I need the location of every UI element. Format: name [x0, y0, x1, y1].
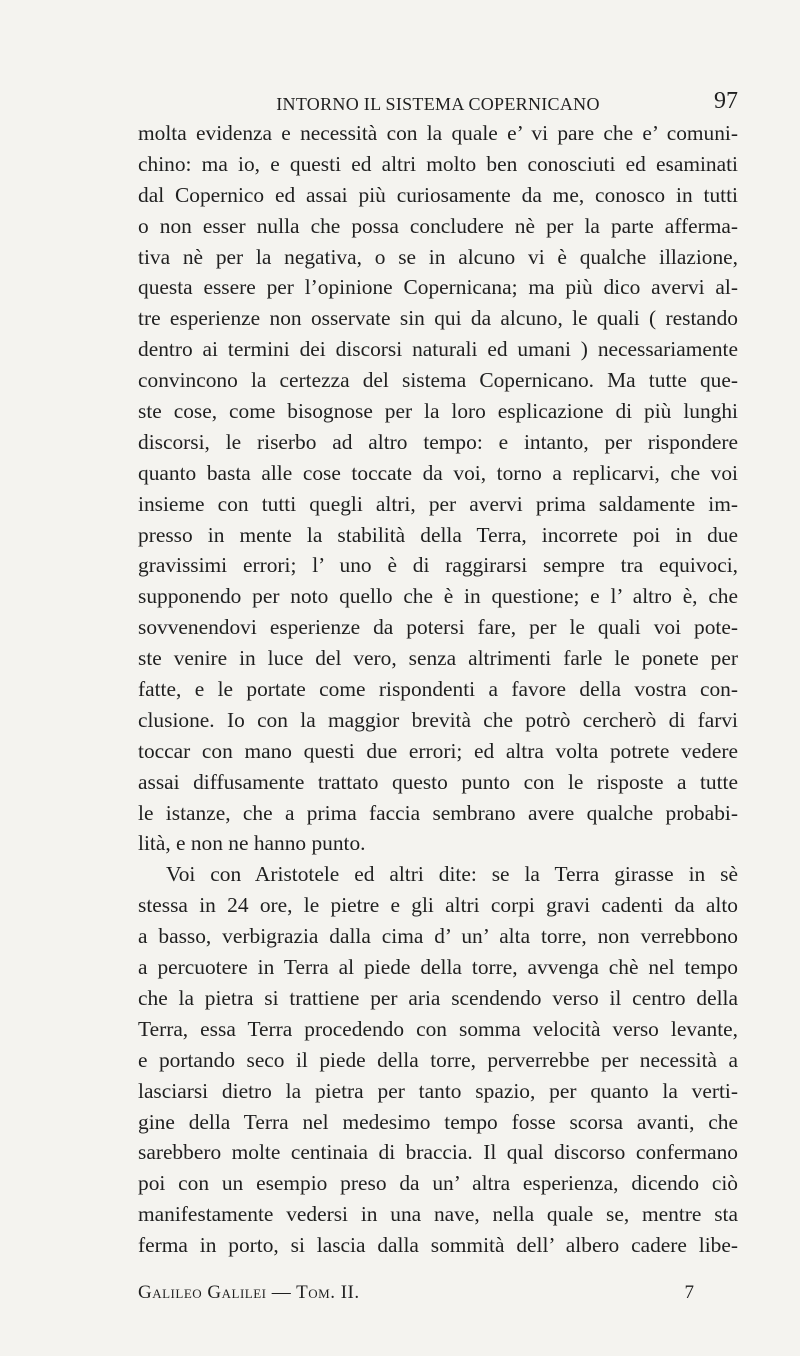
text-line: lasciarsi dietro la pietra per tanto spazio, per quanto la verti-	[138, 1078, 738, 1103]
text-line: dal Copernico ed assai più curiosamente da me, conosco in tutti	[138, 182, 738, 207]
running-title: INTORNO IL SISTEMA COPERNICANO	[276, 94, 600, 114]
text-line: poi con un esempio preso da un’ altra esperienza, dicendo ciò	[138, 1171, 738, 1196]
text-line: le istanze, che a prima faccia sembrano avere qualche probabi-	[138, 800, 738, 825]
text-line: e portando seco il piede della torre, perverrebbe per necessità a	[138, 1047, 738, 1072]
text-line: gravissimi errori; l’ uno è di raggirarsi sempre tra equivoci,	[138, 553, 738, 578]
text-line: sovvenendovi esperienze da potersi fare, per le quali voi pote-	[138, 615, 738, 640]
text-line: Voi con Aristotele ed altri dite: se la Terra girasse in sè	[166, 862, 738, 887]
text-line: lità, e non ne hanno punto.	[138, 831, 366, 856]
text-line: dentro ai termini dei discorsi naturali ed umani ) necessariamente	[138, 337, 738, 362]
text-line: a basso, verbigrazia dalla cima d’ un’ alta torre, non verrebbono	[138, 924, 738, 949]
text-line: fatte, e le portate come rispondenti a favore della vostra con-	[138, 677, 738, 702]
text-line: tre esperienze non osservate sin qui da alcuno, le quali ( restando	[138, 306, 738, 331]
text-line: che la pietra si trattiene per aria scendendo verso il centro della	[138, 985, 738, 1010]
text-line: ste cose, come bisognose per la loro esplicazione di più lunghi	[138, 399, 738, 424]
text-line: insieme con tutti quegli altri, per avervi prima saldamente im-	[138, 491, 738, 516]
text-line: clusione. Io con la maggior brevità che potrò cercherò di farvi	[138, 707, 738, 732]
text-line: sarebbero molte centinaia di braccia. Il qual discorso confermano	[138, 1140, 738, 1165]
text-line: molta evidenza e necessità con la quale e’ vi pare che e’ comuni-	[138, 121, 738, 145]
text-line: ste venire in luce del vero, senza altrimenti farle le ponete per	[138, 646, 738, 671]
text-line: tiva nè per la negativa, o se in alcuno vi è qualche illazione,	[138, 244, 738, 269]
page-number: 97	[714, 88, 738, 114]
text-line: convincono la certezza del sistema Copernicano. Ma tutte que-	[138, 368, 738, 393]
text-line: toccar con mano questi due errori; ed altra volta potrete vedere	[138, 738, 738, 763]
body-text	[138, 118, 738, 1261]
text-line: presso in mente la stabilità della Terra, incorrete poi in due	[138, 522, 738, 547]
footer-title: Galileo Galilei — Tom. II.	[138, 1282, 360, 1303]
text-line: supponendo per noto quello che è in questione; e l’ altro è, che	[138, 584, 738, 609]
text-line: manifestamente vedersi in una nave, nella quale se, mentre sta	[138, 1202, 738, 1227]
text-line: questa essere per l’opinione Copernicana; ma più dico avervi al-	[138, 275, 738, 300]
text-line: a percuotere in Terra al piede della torre, avvenga chè nel tempo	[138, 955, 738, 980]
text-line: stessa in 24 ore, le pietre e gli altri corpi gravi cadenti da alto	[138, 893, 738, 918]
sheet-number: 7	[684, 1282, 694, 1303]
text-line: assai diffusamente trattato questo punto con le risposte a tutte	[138, 769, 738, 794]
text-line: Terra, essa Terra procedendo con somma velocità verso levante,	[138, 1016, 738, 1041]
text-line: chino: ma io, e questi ed altri molto ben conosciuti ed esaminati	[138, 151, 738, 176]
text-line: o non esser nulla che possa concludere nè per la parte afferma-	[138, 213, 738, 238]
text-line: ferma in porto, si lascia dalla sommità dell’ albero cadere libe-	[138, 1233, 738, 1258]
text-line: gine della Terra nel medesimo tempo fosse scorsa avanti, che	[138, 1109, 738, 1134]
text-line: discorsi, le riserbo ad altro tempo: e intanto, per rispondere	[138, 429, 738, 454]
text-line: quanto basta alle cose toccate da voi, torno a replicarvi, che voi	[138, 460, 738, 485]
page-footer	[138, 1282, 738, 1312]
